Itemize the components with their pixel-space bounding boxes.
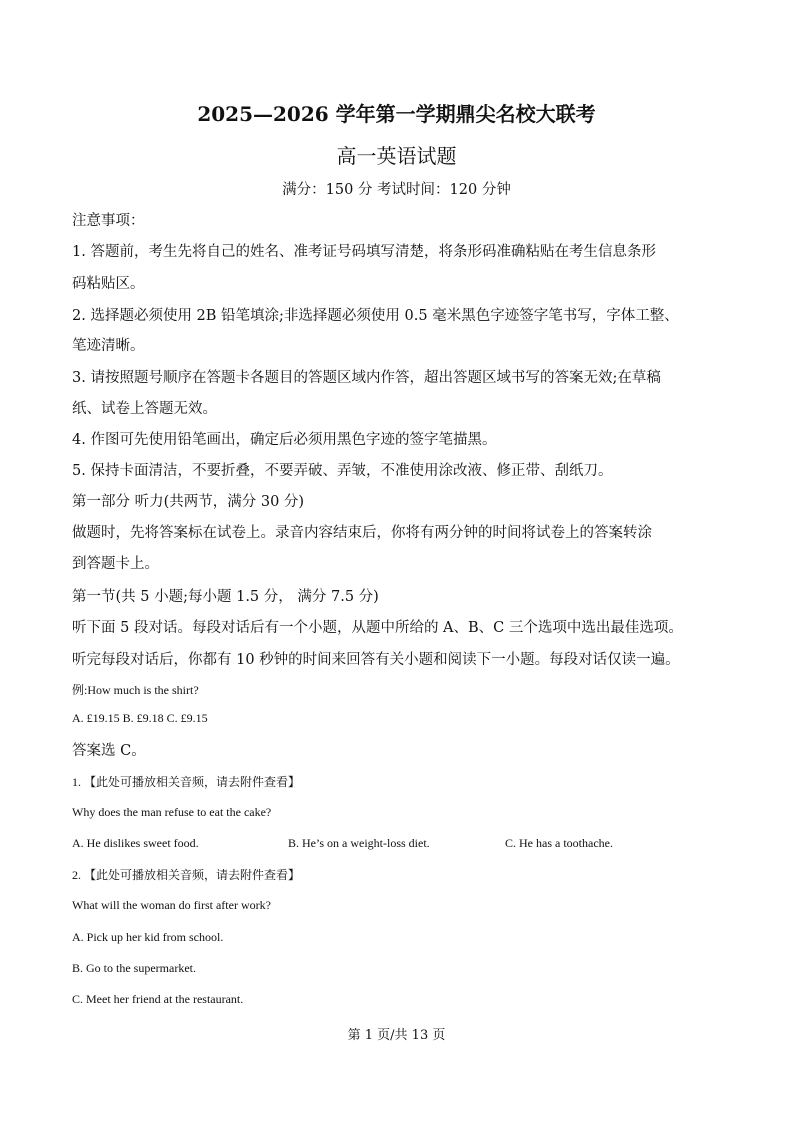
example-answer: 答案选 C。 xyxy=(72,743,146,759)
part1-heading: 第一部分 听力(共两节，满分 30 分) xyxy=(72,494,305,510)
section1-line: 听完每段对话后，你都有 10 秒钟的时间来回答有关小题和阅读下一小题。每段对话仅读一遍。 xyxy=(72,652,680,668)
example-options: A. £19.15 B. £9.18 C. £9.15 xyxy=(72,711,208,725)
section1-line: 听下面 5 段对话。每段对话后有一个小题，从题中所给的 A、B、C 三个选项中选出最佳选项。 xyxy=(72,620,683,636)
example-question: 例:How much is the shirt? xyxy=(72,683,199,697)
question-1-text: Why does the man refuse to eat the cake? xyxy=(72,805,272,819)
notice-line: 码粘贴区。 xyxy=(72,276,145,292)
question-2-option-c: C. Meet her friend at the restaurant. xyxy=(72,992,244,1006)
exam-subtitle: 高一英语试题 xyxy=(336,144,457,168)
score-time-line: 满分：150 分 考试时间：120 分钟 xyxy=(282,182,511,198)
part1-intro-line: 到答题卡上。 xyxy=(72,556,159,572)
question-1-option-c: C. He has a toothache. xyxy=(505,836,613,850)
question-1-option-b: B. He’s on a weight-loss diet. xyxy=(288,836,430,850)
question-1-label: 1. 【此处可播放相关音频，请去附件查看】 xyxy=(72,775,301,789)
section1-heading: 第一节(共 5 小题;每小题 1.5 分， 满分 7.5 分) xyxy=(72,589,379,605)
exam-title: 2025—2026 学年第一学期鼎尖名校大联考 xyxy=(197,102,596,126)
notice-line: 纸、试卷上答题无效。 xyxy=(72,401,217,417)
question-2-text: What will the woman do first after work? xyxy=(72,898,271,912)
question-2-option-a: A. Pick up her kid from school. xyxy=(72,930,224,944)
notice-line: 2. 选择题必须使用 2B 铅笔填涂;非选择题必须使用 0.5 毫米黑色字迹签字笔书写，字体工整、 xyxy=(72,308,679,324)
question-1-option-a: A. He dislikes sweet food. xyxy=(72,836,199,850)
notice-line: 1. 答题前，考生先将自己的姓名、准考证号码填写清楚，将条形码准确粘贴在考生信息条形 xyxy=(72,244,656,260)
question-2-option-b: B. Go to the supermarket. xyxy=(72,961,196,975)
notice-line: 5. 保持卡面清洁，不要折叠，不要弄破、弄皱，不准使用涂改液、修正带、刮纸刀。 xyxy=(72,463,613,479)
page-number: 第 1 页/共 13 页 xyxy=(347,1028,446,1043)
notice-line: 3. 请按照题号顺序在答题卡各题目的答题区域内作答，超出答题区域书写的答案无效;在草稿 xyxy=(72,370,661,386)
notice-line: 笔迹清晰。 xyxy=(72,338,145,354)
notice-heading: 注意事项： xyxy=(72,213,145,229)
question-2-label: 2. 【此处可播放相关音频，请去附件查看】 xyxy=(72,868,301,882)
notice-line: 4. 作图可先使用铅笔画出，确定后必须用黑色字迹的签字笔描黑。 xyxy=(72,432,497,448)
part1-intro-line: 做题时，先将答案标在试卷上。录音内容结束后，你将有两分钟的时间将试卷上的答案转涂 xyxy=(72,525,652,541)
